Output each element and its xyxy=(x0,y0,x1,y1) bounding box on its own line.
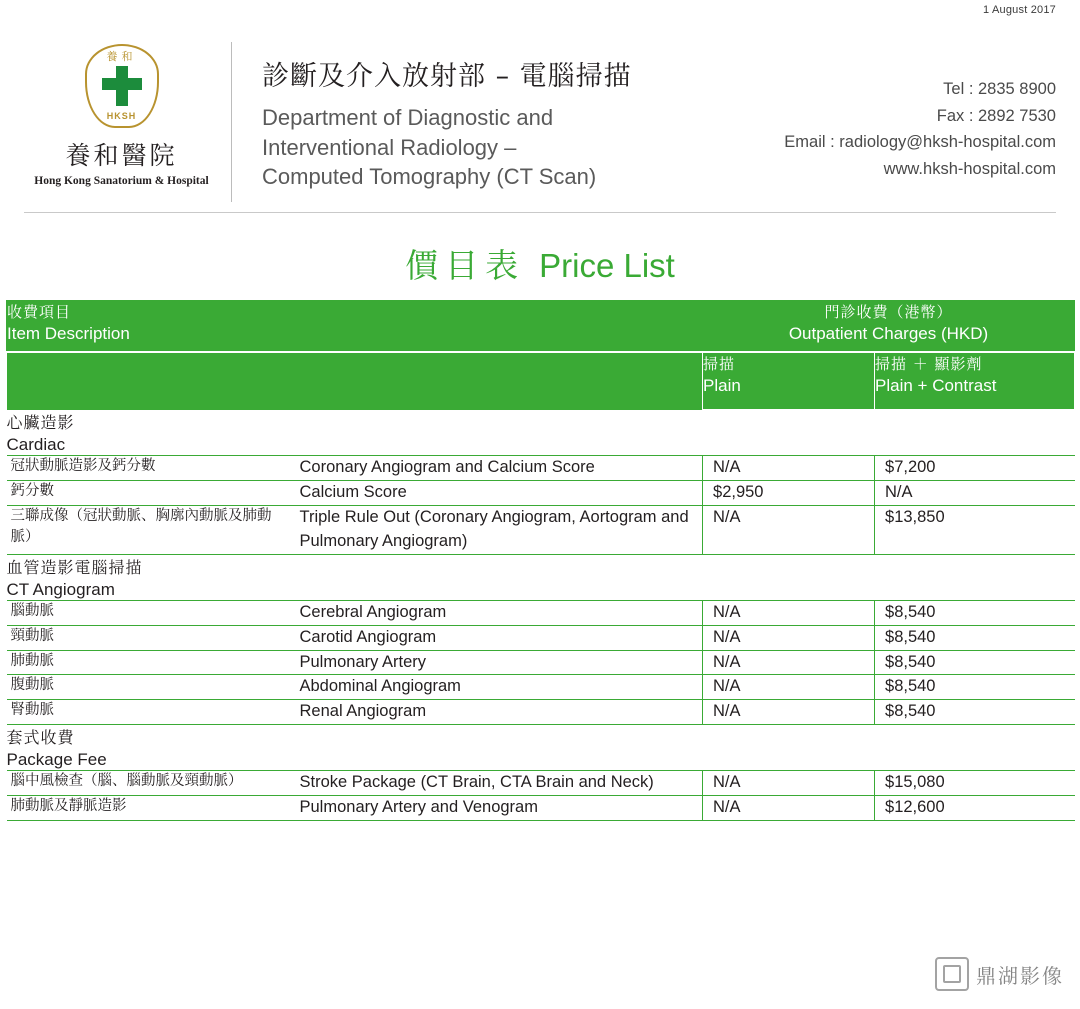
table-row xyxy=(7,650,1075,675)
section-title-en: Package Fee xyxy=(6,750,107,770)
page-title xyxy=(0,240,1080,287)
row-name-cn: 腹動脈 xyxy=(7,675,290,700)
watermark-logo-icon xyxy=(935,957,969,991)
row-price-contrast: $8,540 xyxy=(875,625,1075,650)
header-contrast xyxy=(875,352,1075,410)
contact-website: www.hksh-hospital.com xyxy=(883,160,1056,179)
row-price-plain: N/A xyxy=(703,456,875,481)
row-name-en: Carotid Angiogram xyxy=(290,625,703,650)
hospital-crest-icon xyxy=(85,44,159,128)
section-title-en: CT Angiogram xyxy=(6,579,115,599)
header-contrast-en: Plain + Contrast xyxy=(875,376,997,395)
row-price-plain: N/A xyxy=(703,771,875,796)
header-rule xyxy=(24,212,1056,213)
table-header-main xyxy=(7,301,1075,353)
header-sub-blank xyxy=(7,352,703,410)
row-price-contrast: $8,540 xyxy=(875,675,1075,700)
crest-initials: HKSH xyxy=(106,111,137,121)
row-price-plain: N/A xyxy=(703,625,875,650)
department-title-cn: 診斷及介入放射部 – 電腦掃描 xyxy=(262,61,632,92)
page-title-en: Price List xyxy=(539,247,675,284)
row-price-plain: N/A xyxy=(703,600,875,625)
row-price-contrast: $7,200 xyxy=(875,456,1075,481)
document-header xyxy=(24,38,1056,208)
header-plain xyxy=(703,352,875,410)
row-name-en: Triple Rule Out (Coronary Angiogram, Aortogram and Pulmonary Angiogram) xyxy=(290,505,703,554)
section-title-en: Cardiac xyxy=(6,435,66,454)
row-name-en: Pulmonary Artery xyxy=(290,650,703,675)
department-title-en xyxy=(262,103,726,192)
row-price-plain: N/A xyxy=(703,700,875,725)
table-row xyxy=(7,480,1075,505)
contact-email: Email : radiology@hksh-hospital.com xyxy=(784,133,1056,152)
row-price-plain: $2,950 xyxy=(703,480,875,505)
contact-info xyxy=(726,38,1056,183)
hospital-name-en: Hong Kong Sanatorium & Hospital xyxy=(34,175,209,187)
table-row xyxy=(7,505,1075,554)
crest-top-characters: 養和 xyxy=(106,51,137,63)
row-name-en: Renal Angiogram xyxy=(290,700,703,725)
header-item-description xyxy=(7,301,703,353)
header-outpatient-charges xyxy=(703,301,1075,353)
row-name-cn: 鈣分數 xyxy=(7,480,290,505)
section-title-cn: 套式收費 xyxy=(6,728,75,748)
row-name-en: Pulmonary Artery and Venogram xyxy=(290,796,703,821)
section-ct-angiogram xyxy=(7,554,1075,600)
section-header xyxy=(7,554,1075,600)
row-price-contrast: $8,540 xyxy=(875,650,1075,675)
row-name-cn: 頸動脈 xyxy=(7,625,290,650)
table-row xyxy=(7,625,1075,650)
header-contrast-cn: 掃描 ＋ 顯影劑 xyxy=(875,355,983,373)
row-name-cn: 肺動脈及靜脈造影 xyxy=(7,796,290,821)
header-item-cn: 收費項目 xyxy=(7,303,72,321)
table-row xyxy=(7,600,1075,625)
section-package-fee xyxy=(7,725,1075,771)
row-price-contrast: $12,600 xyxy=(875,796,1075,821)
row-name-cn: 肺動脈 xyxy=(7,650,290,675)
row-name-cn: 冠狀動脈造影及鈣分數 xyxy=(7,456,290,481)
hospital-name-cn: 養和醫院 xyxy=(65,141,178,170)
header-charges-cn: 門診收費（港幣） xyxy=(824,303,953,321)
header-charges-en: Outpatient Charges (HKD) xyxy=(788,324,989,343)
section-header xyxy=(7,410,1075,456)
row-name-en: Stroke Package (CT Brain, CTA Brain and Neck) xyxy=(290,771,703,796)
row-name-en: Coronary Angiogram and Calcium Score xyxy=(290,456,703,481)
row-price-plain: N/A xyxy=(703,505,875,554)
row-name-cn: 腦動脈 xyxy=(7,600,290,625)
row-price-plain: N/A xyxy=(703,650,875,675)
row-name-cn: 腎動脈 xyxy=(7,700,290,725)
table-row xyxy=(7,456,1075,481)
header-item-en: Item Description xyxy=(7,324,130,343)
row-price-contrast: $15,080 xyxy=(875,771,1075,796)
contact-tel: Tel : 2835 8900 xyxy=(943,80,1056,98)
row-name-en: Calcium Score xyxy=(290,480,703,505)
department-title-en-line3: Computed Tomography (CT Scan) xyxy=(262,164,597,190)
row-name-en: Abdominal Angiogram xyxy=(290,675,703,700)
row-price-contrast: N/A xyxy=(875,480,1075,505)
header-plain-cn: 掃描 xyxy=(703,355,736,373)
header-plain-en: Plain xyxy=(703,376,741,395)
watermark-text: 鼎湖影像 xyxy=(976,963,1064,988)
header-divider xyxy=(231,42,232,202)
table-row xyxy=(7,700,1075,725)
department-title-en-line2: Interventional Radiology – xyxy=(262,134,517,160)
department-title-en-line1: Department of Diagnostic and xyxy=(262,105,554,130)
page-title-cn: 價目表 xyxy=(405,246,526,285)
section-title-cn: 血管造影電腦掃描 xyxy=(6,557,143,577)
row-name-cn: 三聯成像（冠狀動脈、胸廓內動脈及肺動脈） xyxy=(7,505,290,554)
table-row xyxy=(7,675,1075,700)
table-header-sub xyxy=(7,352,1075,410)
row-price-contrast: $8,540 xyxy=(875,600,1075,625)
row-price-contrast: $8,540 xyxy=(875,700,1075,725)
price-table xyxy=(6,300,1075,821)
department-title xyxy=(262,38,726,192)
watermark xyxy=(894,953,1064,995)
row-price-plain: N/A xyxy=(703,675,875,700)
section-cardiac xyxy=(7,410,1075,456)
contact-fax: Fax : 2892 7530 xyxy=(936,106,1056,125)
document-date: 1 August 2017 xyxy=(983,4,1056,16)
row-name-cn: 腦中風檢查（腦、腦動脈及頸動脈） xyxy=(7,771,290,796)
table-row xyxy=(7,796,1075,821)
hospital-logo xyxy=(24,38,219,187)
section-header xyxy=(7,725,1075,771)
row-name-en: Cerebral Angiogram xyxy=(290,600,703,625)
row-price-plain: N/A xyxy=(703,796,875,821)
row-price-contrast: $13,850 xyxy=(875,505,1075,554)
table-row xyxy=(7,771,1075,796)
section-title-cn: 心臟造影 xyxy=(6,413,75,432)
